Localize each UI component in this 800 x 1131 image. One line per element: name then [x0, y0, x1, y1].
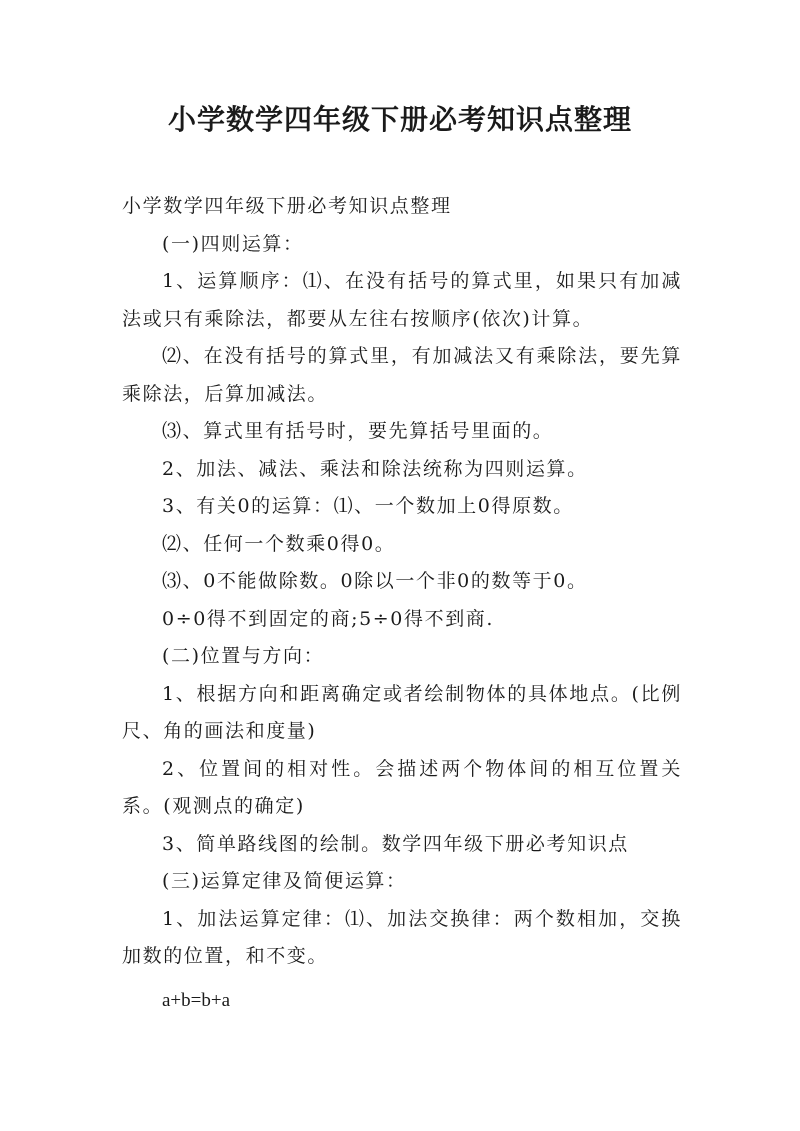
section-heading-laws: (三)运算定律及简便运算：: [162, 870, 407, 892]
paragraph: 1、运算顺序：⑴、在没有括号的算式里，如果只有加减法或只有乘除法，都要从左往右按顺序(依次)计算。: [122, 270, 682, 330]
formula-line: a+b=b+a: [162, 989, 231, 1011]
document-title: 小学数学四年级下册必考知识点整理: [167, 103, 632, 136]
paragraph: 3、有关0的运算：⑴、一个数加上0得原数。: [162, 495, 574, 517]
paragraph: ⑵、任何一个数乘0得0。: [162, 532, 396, 555]
paragraph: ⑵、在没有括号的算式里，有加减法又有乘除法，要先算乘除法，后算加减法。: [122, 345, 682, 405]
document-body: [122, 188, 682, 1019]
section-heading-arithmetic: (一)四则运算：: [162, 232, 304, 255]
paragraph: 0÷0得不到固定的商;5÷0得不到商.: [162, 607, 495, 630]
subtitle-paragraph: 小学数学四年级下册必考知识点整理: [122, 195, 452, 217]
paragraph: 3、简单路线图的绘制。数学四年级下册必考知识点: [162, 832, 629, 855]
paragraph: 1、根据方向和距离确定或者绘制物体的具体地点。(比例尺、角的画法和度量): [122, 682, 682, 742]
paragraph: 2、加法、减法、乘法和除法统称为四则运算。: [162, 457, 588, 480]
paragraph: ⑶、算式里有括号时，要先算括号里面的。: [162, 420, 554, 442]
paragraph: ⑶、0不能做除数。0除以一个非0的数等于0。: [162, 570, 588, 592]
paragraph: 2、位置间的相对性。会描述两个物体间的相互位置关系。(观测点的确定): [122, 757, 682, 817]
paragraph: 1、加法运算定律：⑴、加法交换律：两个数相加，交换加数的位置，和不变。: [122, 907, 682, 967]
section-heading-position: (二)位置与方向：: [162, 645, 325, 667]
